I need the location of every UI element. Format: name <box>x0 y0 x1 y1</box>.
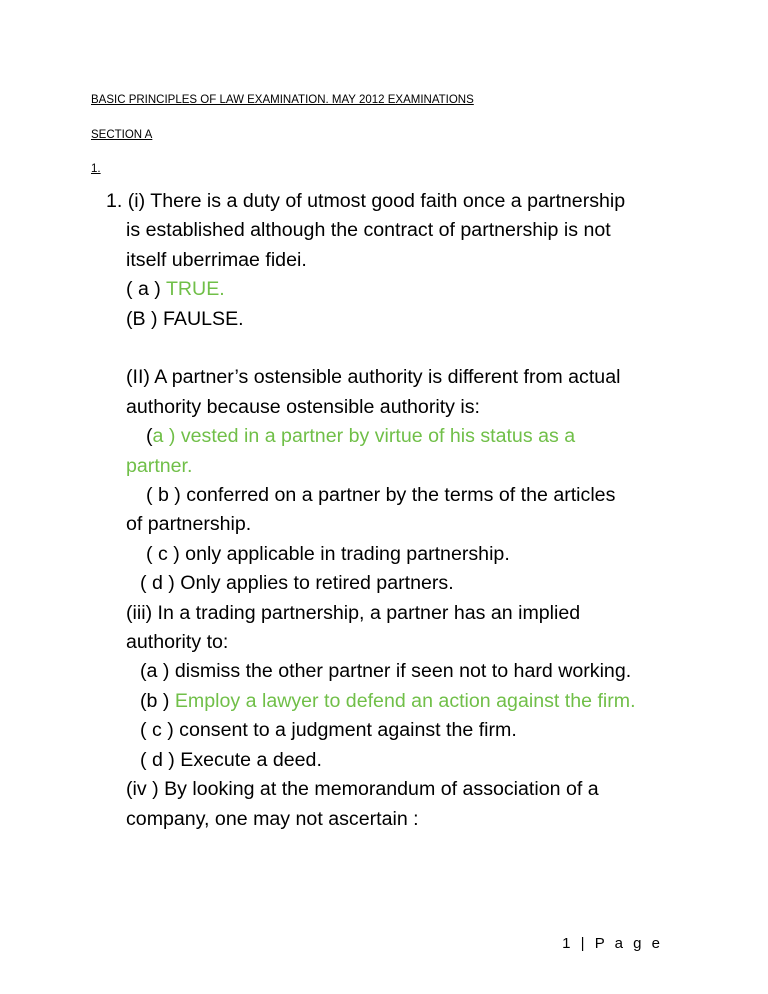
question-body <box>106 187 706 834</box>
q1-option-a <box>106 275 706 304</box>
q2-line1: (II) A partner’s ostensible authority is different from actual <box>126 366 621 389</box>
q3-option-c-text: ( c ) consent to a judgment against the firm. <box>140 719 517 742</box>
q1-line3: itself uberrimae fidei. <box>126 248 307 271</box>
q3-option-d <box>106 746 706 775</box>
q3-option-a <box>106 657 706 686</box>
q3-option-b <box>106 687 706 716</box>
q1-answer-text: TRUE. <box>165 278 225 301</box>
q1-option-b: (B ) FAULSE. <box>126 307 244 330</box>
q4-line1: (iv ) By looking at the memorandum of association of a <box>126 778 599 801</box>
q1-line2: is established although the contract of partnership is not <box>126 219 611 242</box>
q3-line2: authority to: <box>126 631 229 654</box>
q2-option-a <box>106 422 706 451</box>
q2-option-c <box>106 540 706 569</box>
page-number: 1 | P a g e <box>562 935 663 952</box>
q2-option-d-text: ( d ) Only applies to retired partners. <box>140 572 454 595</box>
q3-option-b-label: (b ) <box>140 689 175 712</box>
spacer <box>106 334 706 363</box>
q3-option-a-text: (a ) dismiss the other partner if seen not to hard working. <box>140 660 632 683</box>
q2-option-b-text: ( b ) conferred on a partner by the terms of the articles <box>146 484 616 507</box>
q2-option-a-paren: ( <box>146 425 153 448</box>
q3-option-c <box>106 716 706 745</box>
q2-option-c-text: ( c ) only applicable in trading partnership. <box>146 542 510 565</box>
section-heading: SECTION A <box>91 129 153 141</box>
q3-option-d-text: ( d ) Execute a deed. <box>140 748 322 771</box>
q1-option-a-label: ( a ) <box>126 278 166 301</box>
q2-option-d <box>106 569 706 598</box>
q2-line2: authority because ostensible authority is: <box>126 395 480 418</box>
exam-title: BASIC PRINCIPLES OF LAW EXAMINATION. MAY 2012 EXAMINATIONS <box>91 94 474 106</box>
q3-answer-text: Employ a lawyer to defend an action against the firm. <box>174 689 636 712</box>
q2-option-b <box>106 481 706 510</box>
q3-line1: (iii) In a trading partnership, a partner has an implied <box>126 601 581 624</box>
question-number: 1. <box>91 163 101 175</box>
q2-option-b-line2: of partnership. <box>126 513 252 536</box>
q4-line2: company, one may not ascertain : <box>126 807 419 830</box>
q1-line1: 1. (i) There is a duty of utmost good faith once a partnership <box>106 190 626 212</box>
q2-option-a-line2: partner. <box>126 454 193 477</box>
q2-answer-text: a ) vested in a partner by virtue of his status as a <box>152 425 576 448</box>
